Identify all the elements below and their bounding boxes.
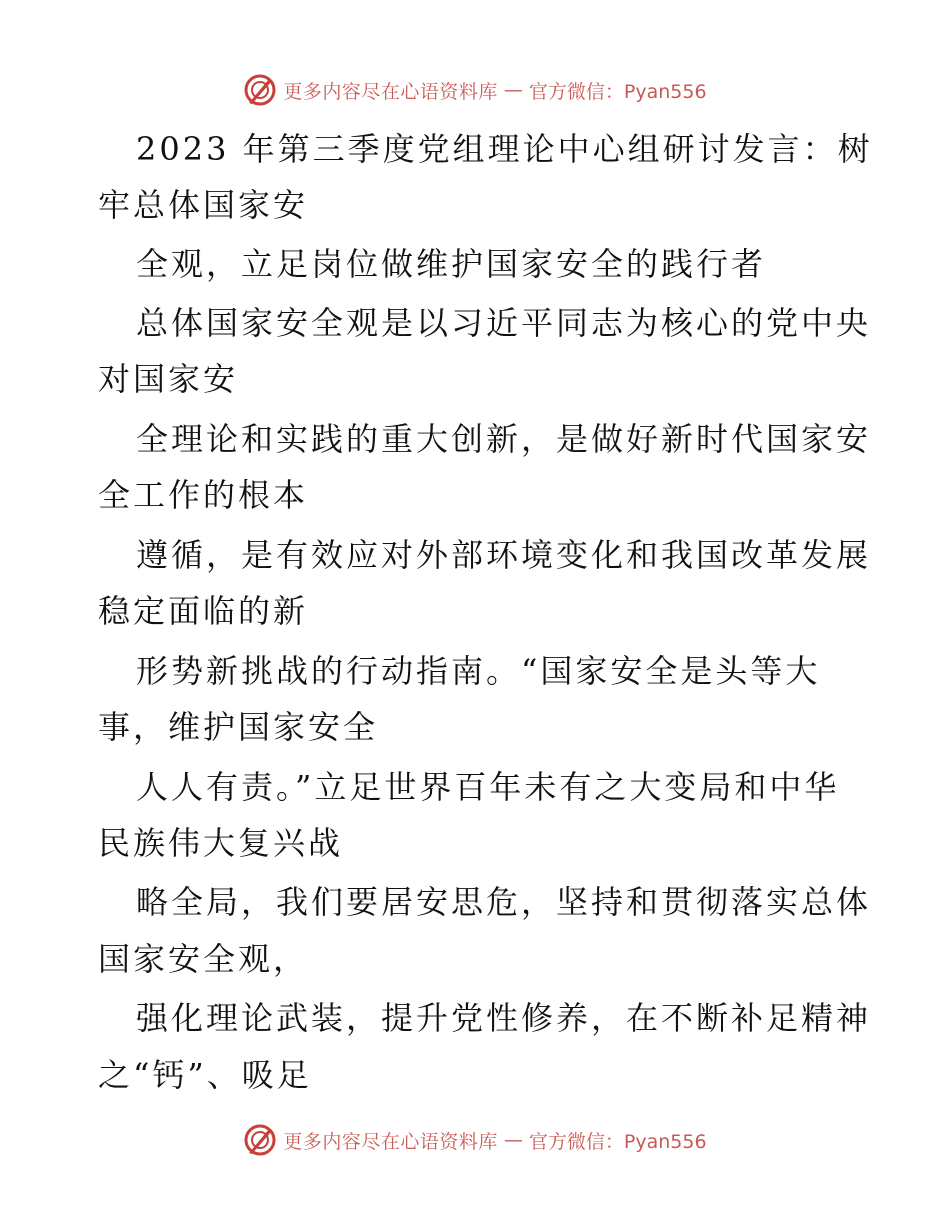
footer-watermark — [0, 1120, 950, 1160]
text-line: 之“钙”、吸足 — [98, 1056, 312, 1094]
text-line: 对国家安 — [98, 360, 239, 398]
text-line: 全观，立足岗位做维护国家安全的践行者 — [136, 245, 767, 283]
watermark-contact: 官方微信：Pyan556 — [528, 1130, 707, 1153]
text-line: 稳定面临的新 — [98, 592, 309, 630]
text-line: 强化理论武装，提升党性修养，在不断补足精神 — [136, 999, 872, 1037]
text-line: 略全局，我们要居安思危，坚持和贯彻落实总体 — [136, 883, 872, 921]
quill-logo-icon — [243, 1123, 277, 1157]
text-line: 2023 年第三季度党组理论中心组研讨发言：树 — [136, 130, 873, 168]
text-line: 总体国家安全观是以习近平同志为核心的党中央 — [136, 304, 872, 342]
watermark-dash: — — [503, 1129, 523, 1151]
text-line: 形势新挑战的行动指南。“国家安全是头等大 — [136, 652, 821, 690]
text-line: 牢总体国家安 — [98, 186, 309, 224]
text-line: 全理论和实践的重大创新，是做好新时代国家安 — [136, 420, 872, 458]
header-watermark — [0, 70, 950, 110]
text-line: 遵循，是有效应对外部环境变化和我国改革发展 — [136, 536, 872, 574]
watermark-text: 更多内容尽在心语资料库 — [283, 80, 498, 103]
watermark-dash: — — [503, 79, 523, 101]
text-line: 民族伟大复兴战 — [98, 824, 344, 862]
watermark-contact: 官方微信：Pyan556 — [528, 80, 707, 103]
text-line: 人人有责。”立足世界百年未有之大变局和中华 — [136, 768, 840, 806]
text-line: 全工作的根本 — [98, 476, 309, 514]
text-line: 事，维护国家安全 — [98, 708, 379, 746]
quill-logo-icon — [243, 73, 277, 107]
text-line: 国家安全观， — [98, 940, 309, 978]
watermark-text: 更多内容尽在心语资料库 — [283, 1130, 498, 1153]
